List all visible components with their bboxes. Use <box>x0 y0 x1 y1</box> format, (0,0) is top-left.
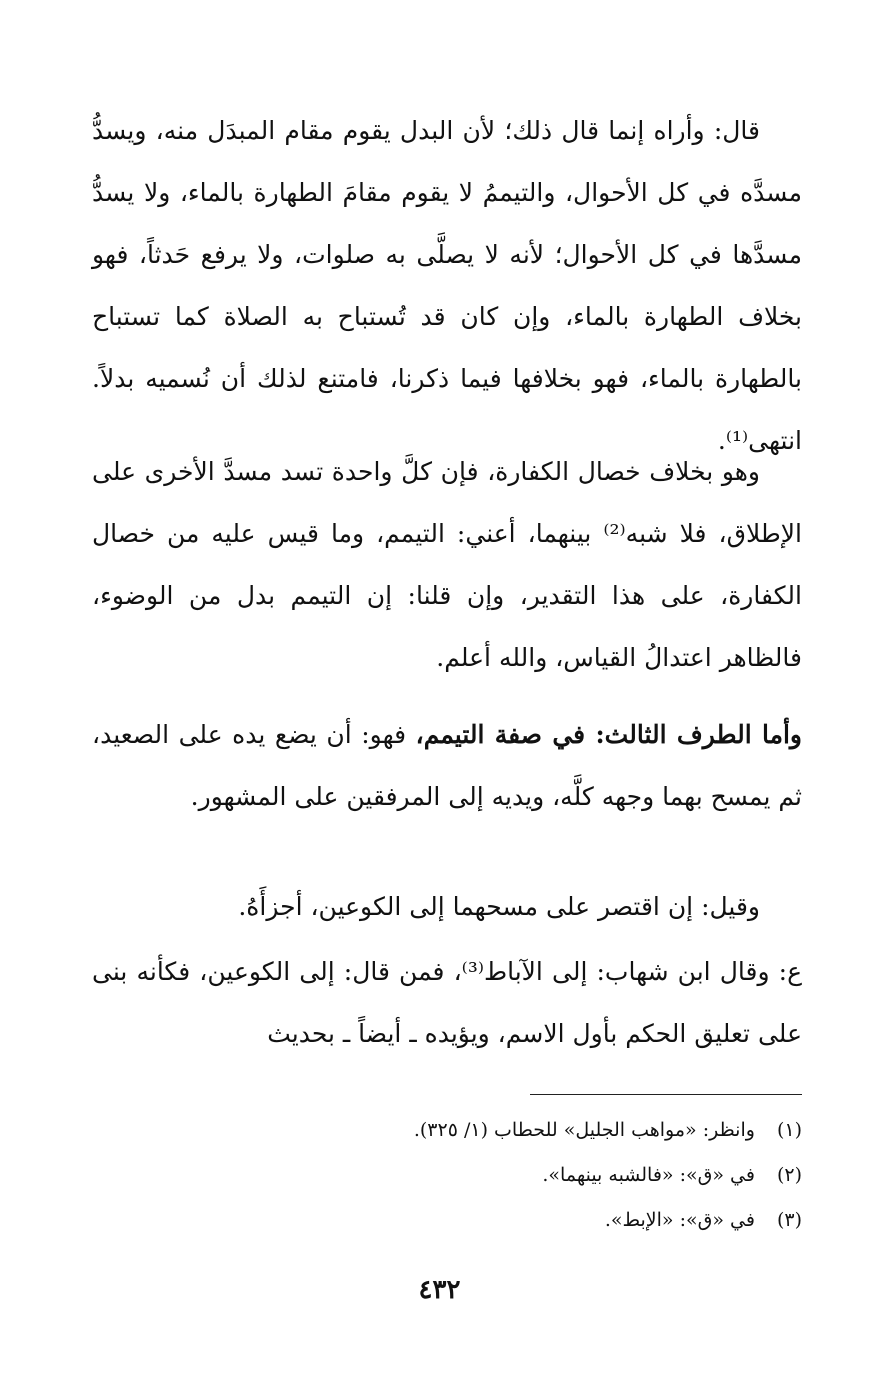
footnote-number: (٢) <box>776 1164 802 1186</box>
footnote-number: (١) <box>776 1119 802 1141</box>
footnote-text: في «ق»: «فالشبه بينهما». <box>542 1164 755 1186</box>
footnote-text: في «ق»: «الإبط». <box>604 1209 755 1231</box>
footnote-divider <box>530 1094 802 1095</box>
paragraph-quote <box>92 100 802 472</box>
paragraph-text: ع: وقال ابن شهاب: إلى الآباط⁽³⁾، فمن قال: إلى الكوعين، فكأنه بنى على تعليق الحكم بأول الاسم، ويؤيده ـ أيضاً ـ بحديث <box>92 957 802 1048</box>
paragraph-alternative-opinion <box>92 876 802 938</box>
paragraph-body: فهو: أن يضع يده على الصعيد، ثم يمسح بهما وجهه كلَّه، ويديه إلى المرفقين على المشهور. <box>92 720 802 811</box>
footnote-item <box>182 1198 802 1243</box>
paragraph-text: وقيل: إن اقتصر على مسحهما إلى الكوعين، أجزأَهُ. <box>238 892 760 921</box>
paragraph-third-part <box>92 704 802 828</box>
paragraph-text: وهو بخلاف خصال الكفارة، فإن كلَّ واحدة تسد مسدَّ الأخرى على الإطلاق، فلا شبه⁽²⁾ بينهما، أعني: التيمم، وما قيس عليه من خصال الكفارة، على هذا التقدير، وإن قلنا: إن التيمم بدل من الوضوء، فالظاهر اعتدالُ القياس، والله أعلم. <box>92 457 802 672</box>
page-number: ٤٣٢ <box>418 1275 461 1305</box>
paragraph-ibn-shihab <box>92 941 802 1065</box>
paragraph-text <box>92 704 802 828</box>
footnote-text: وانظر: «مواهب الجليل» للحطاب (١/ ٣٢٥). <box>413 1119 755 1141</box>
footnote-item <box>182 1153 802 1198</box>
paragraph-kaffara <box>92 441 802 689</box>
footnote-number: (٣) <box>776 1209 802 1231</box>
paragraph-text: قال: وأراه إنما قال ذلك؛ لأن البدل يقوم مقام المبدَل منه، ويسدُّ مسدَّه في كل الأحوال، والتيممُ لا يقوم مقامَ الطهارة بالماء، ولا يسدُّ مسدَّها في كل الأحوال؛ لأنه لا يصلَّى به صلوات، ولا يرفع حَدثاً، فهو بخلاف الطهارة بالماء، وإن كان قد تُستباح به الصلاة كما تستباح بالطهارة بالماء، فهو بخلافها فيما ذكرنا، فامتنع لذلك أن نُسميه بدلاً. انتهى⁽¹⁾. <box>92 116 802 455</box>
footnote-item <box>182 1108 802 1153</box>
footnotes-section <box>182 1108 802 1243</box>
section-heading: وأما الطرف الثالث: في صفة التيمم، <box>415 720 802 749</box>
